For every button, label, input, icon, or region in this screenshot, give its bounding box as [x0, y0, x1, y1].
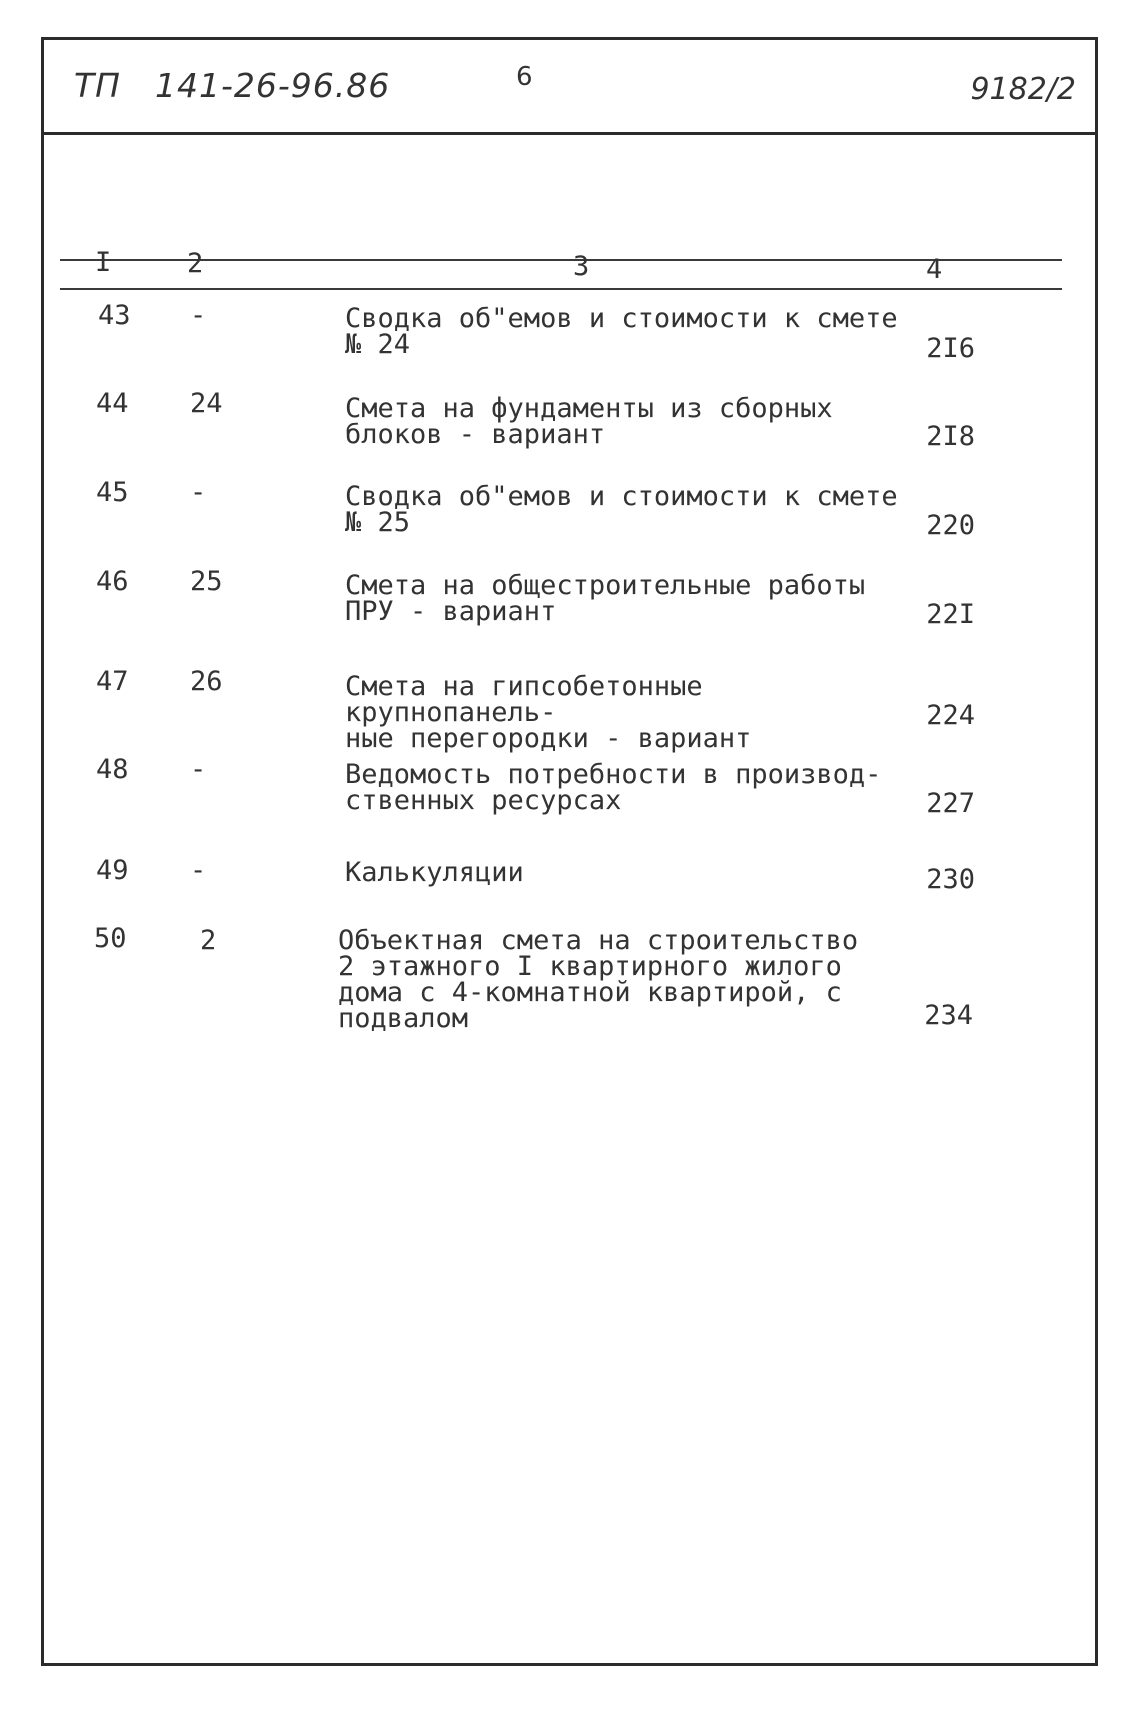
row-document-number: - [190, 754, 207, 785]
row-description: Смета на гипсобетонные крупнопанель- ные перегородки - вариант [345, 671, 752, 754]
row-number: 48 [96, 754, 129, 785]
row-page-number: 2I6 [926, 333, 975, 364]
document-code: 141-26-96.86 [154, 66, 391, 105]
column-header-3: 3 [573, 251, 590, 282]
row-document-number: - [190, 477, 207, 508]
column-header-4: 4 [926, 254, 943, 285]
row-description: Смета на общестроительные работы ПРУ - вариант [345, 570, 866, 627]
column-header-2: 2 [187, 248, 204, 279]
row-number: 44 [96, 388, 129, 419]
table-header-bottom-rule [60, 288, 1062, 290]
row-number: 50 [94, 923, 127, 954]
column-header-1: I [95, 247, 112, 278]
row-number: 46 [96, 566, 129, 597]
row-description: Калькуляции [345, 857, 524, 888]
header-divider [41, 132, 1098, 135]
row-document-number: - [190, 855, 207, 886]
row-number: 49 [96, 855, 129, 886]
row-page-number: 220 [926, 510, 975, 541]
page-number: 6 [516, 62, 533, 92]
row-description: Сводка об"емов и стоимости к смете № 24 [345, 303, 898, 360]
sheet-code: 9182/2 [970, 72, 1076, 107]
row-document-number: 24 [190, 388, 223, 419]
row-page-number: 224 [926, 700, 975, 731]
row-document-number: 25 [190, 566, 223, 597]
row-page-number: 227 [926, 788, 975, 819]
row-description: Смета на фундаменты из сборных блоков - вариант [345, 393, 833, 450]
row-page-number: 230 [926, 864, 975, 895]
row-description: Объектная смета на строительство 2 этажного I квартирного жилого дома с 4-комнатной квартирой, с подвалом [338, 925, 859, 1034]
row-description: Ведомость потребности в производ- ственных ресурсах [345, 759, 882, 816]
row-description: Сводка об"емов и стоимости к смете № 25 [345, 481, 898, 538]
row-document-number: - [190, 300, 207, 331]
row-document-number: 26 [190, 666, 223, 697]
row-number: 43 [98, 300, 131, 331]
row-page-number: 234 [924, 1000, 973, 1031]
row-number: 47 [96, 666, 129, 697]
document-stamp [74, 66, 390, 105]
row-document-number: 2 [200, 925, 217, 956]
row-number: 45 [96, 477, 129, 508]
table-header-top-rule [60, 259, 1062, 261]
row-page-number: 2I8 [926, 421, 975, 452]
series-label: ТП [74, 66, 121, 105]
row-page-number: 22I [926, 599, 975, 630]
